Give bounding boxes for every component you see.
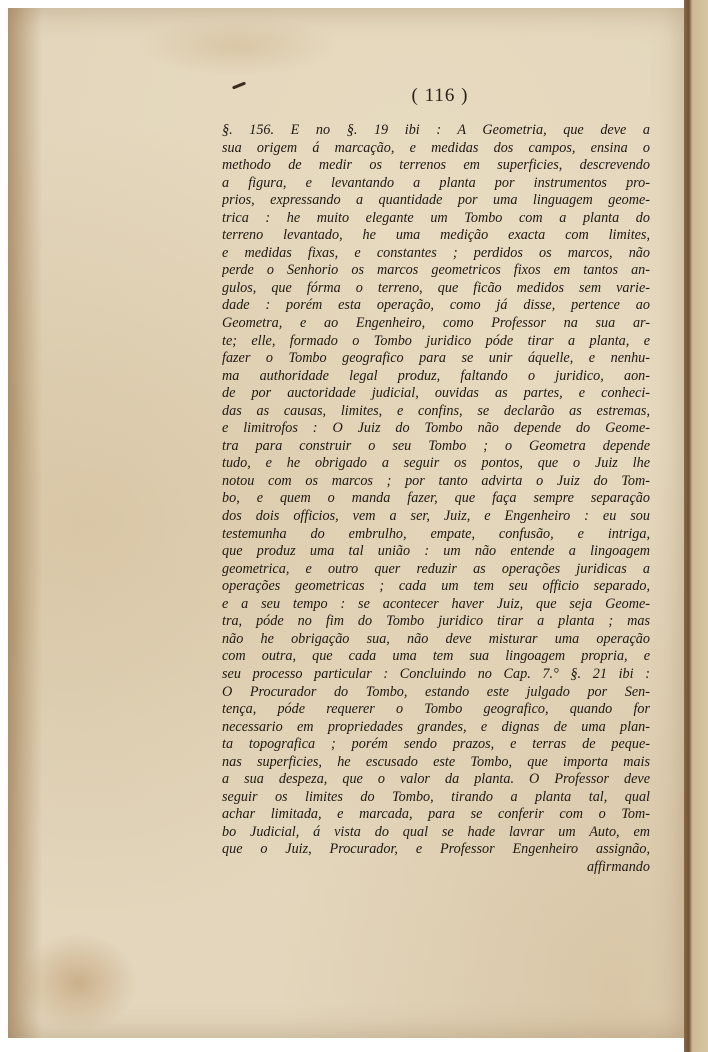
text-line: notou com os marcos ; por tanto advirta o Juiz do Tom- xyxy=(222,472,650,489)
text-line: ma authoridade legal produz, faltando o juridico, aon- xyxy=(222,367,650,384)
text-line: nas superficies, he escusado este Tombo, que importa mais xyxy=(222,753,650,770)
text-line: das as causas, limites, e confins, se declarão as estremas, xyxy=(222,402,650,419)
text-line: dos dois officios, vem a ser, Juiz, e Engenheiro : eu sou xyxy=(222,508,650,525)
text-line: operações geometricas ; cada um tem seu officio separado, xyxy=(222,578,650,595)
text-line: bo Judicial, á vista do qual se hade lavrar um Auto, em xyxy=(222,823,650,840)
text-line: seguir os limites do Tombo, tirando a planta tal, qual xyxy=(222,788,650,805)
text-line: gulos, que fórma o terreno, que ficão medidos sem varie- xyxy=(222,279,650,296)
text-line: tença, póde requerer o Tombo geografico, quando for xyxy=(222,701,650,718)
paper-stain xyxy=(18,933,138,1033)
text-line: e medidas fixas, e constantes ; perdidos os marcos, não xyxy=(222,244,650,261)
text-line: a sua despeza, que o valor da planta. O Professor deve xyxy=(222,771,650,788)
paper-stain xyxy=(138,16,338,76)
text-line: perde o Senhorio os marcos geometricos fixos em tantos an- xyxy=(222,262,650,279)
body-text xyxy=(222,122,650,877)
text-line: trica : he muito elegante um Tombo com a planta do xyxy=(222,209,650,226)
text-line: tudo, e he obrigado a seguir os pontos, que o Juiz lhe xyxy=(222,455,650,472)
text-line: a figura, e levantando a planta por instrumentos pro- xyxy=(222,174,650,191)
text-line: de por auctoridade judicial, ouvidas as partes, e conheci- xyxy=(222,385,650,402)
text-line: Geometra, e ao Engenheiro, como Professor na sua ar- xyxy=(222,315,650,332)
page-binding-shadow xyxy=(8,8,42,1038)
page-number: ( 116 ) xyxy=(411,85,469,106)
text-line: prios, expressando a quantidade por uma linguagem geome- xyxy=(222,192,650,209)
text-line: seu processo particular : Concluindo no Cap. 7.° §. 21 ibi : xyxy=(222,665,650,682)
text-line: testemunha do embrulho, empate, confusão, e intriga, xyxy=(222,525,650,542)
text-line: dade : porém esta operação, como já disse, pertence ao xyxy=(222,297,650,314)
text-line: O Procurador do Tombo, estando este julgado por Sen- xyxy=(222,683,650,700)
text-line: bo, e quem o manda fazer, que faça sempre separação xyxy=(222,490,650,507)
text-line: fazer o Tombo geografico para se unir áquelle, e nenhu- xyxy=(222,350,650,367)
text-line: achar limitada, e marcada, para se conferir com o Tom- xyxy=(222,806,650,823)
text-line: terreno levantado, he uma medição exacta com limites, xyxy=(222,227,650,244)
text-line: não he obrigação sua, não deve misturar uma operação xyxy=(222,630,650,647)
text-line: geometrica, e outro quer reduzir as operações juridicas a xyxy=(222,560,650,577)
text-line: e a seu tempo : se acontecer haver Juiz, que seja Geome- xyxy=(222,595,650,612)
text-line: necessario em propriedades grandes, e dignas de uma plan- xyxy=(222,718,650,735)
text-line: e limitrofos : O Juiz do Tombo não depende do Geome- xyxy=(222,420,650,437)
text-line: ta topografica ; porém sendo prazos, e terras de peque- xyxy=(222,736,650,753)
text-line: com outra, que cada uma tem sua lingoagem propria, e xyxy=(222,648,650,665)
text-line: §. 156. E no §. 19 ibi : A Geometria, que deve a xyxy=(222,122,650,138)
next-page-edge xyxy=(684,0,708,1052)
text-line: affirmando xyxy=(586,858,650,875)
text-line: tra para construir o seu Tombo ; o Geometra depende xyxy=(222,437,650,454)
text-line: que produz uma tal união : um não entende a lingoagem xyxy=(222,543,650,560)
text-line: que o Juiz, Procurador, e Professor Engenheiro assignão, xyxy=(222,841,650,858)
text-line: sua origem á marcação, e medidas dos campos, ensina o xyxy=(222,139,650,156)
text-line: methodo de medir os terrenos em superficies, descrevendo xyxy=(222,157,650,174)
text-line: tra, póde no fim do Tombo juridico tirar a planta ; mas xyxy=(222,613,650,630)
text-line: te; elle, formado o Tombo juridico póde tirar a planta, e xyxy=(222,332,650,349)
